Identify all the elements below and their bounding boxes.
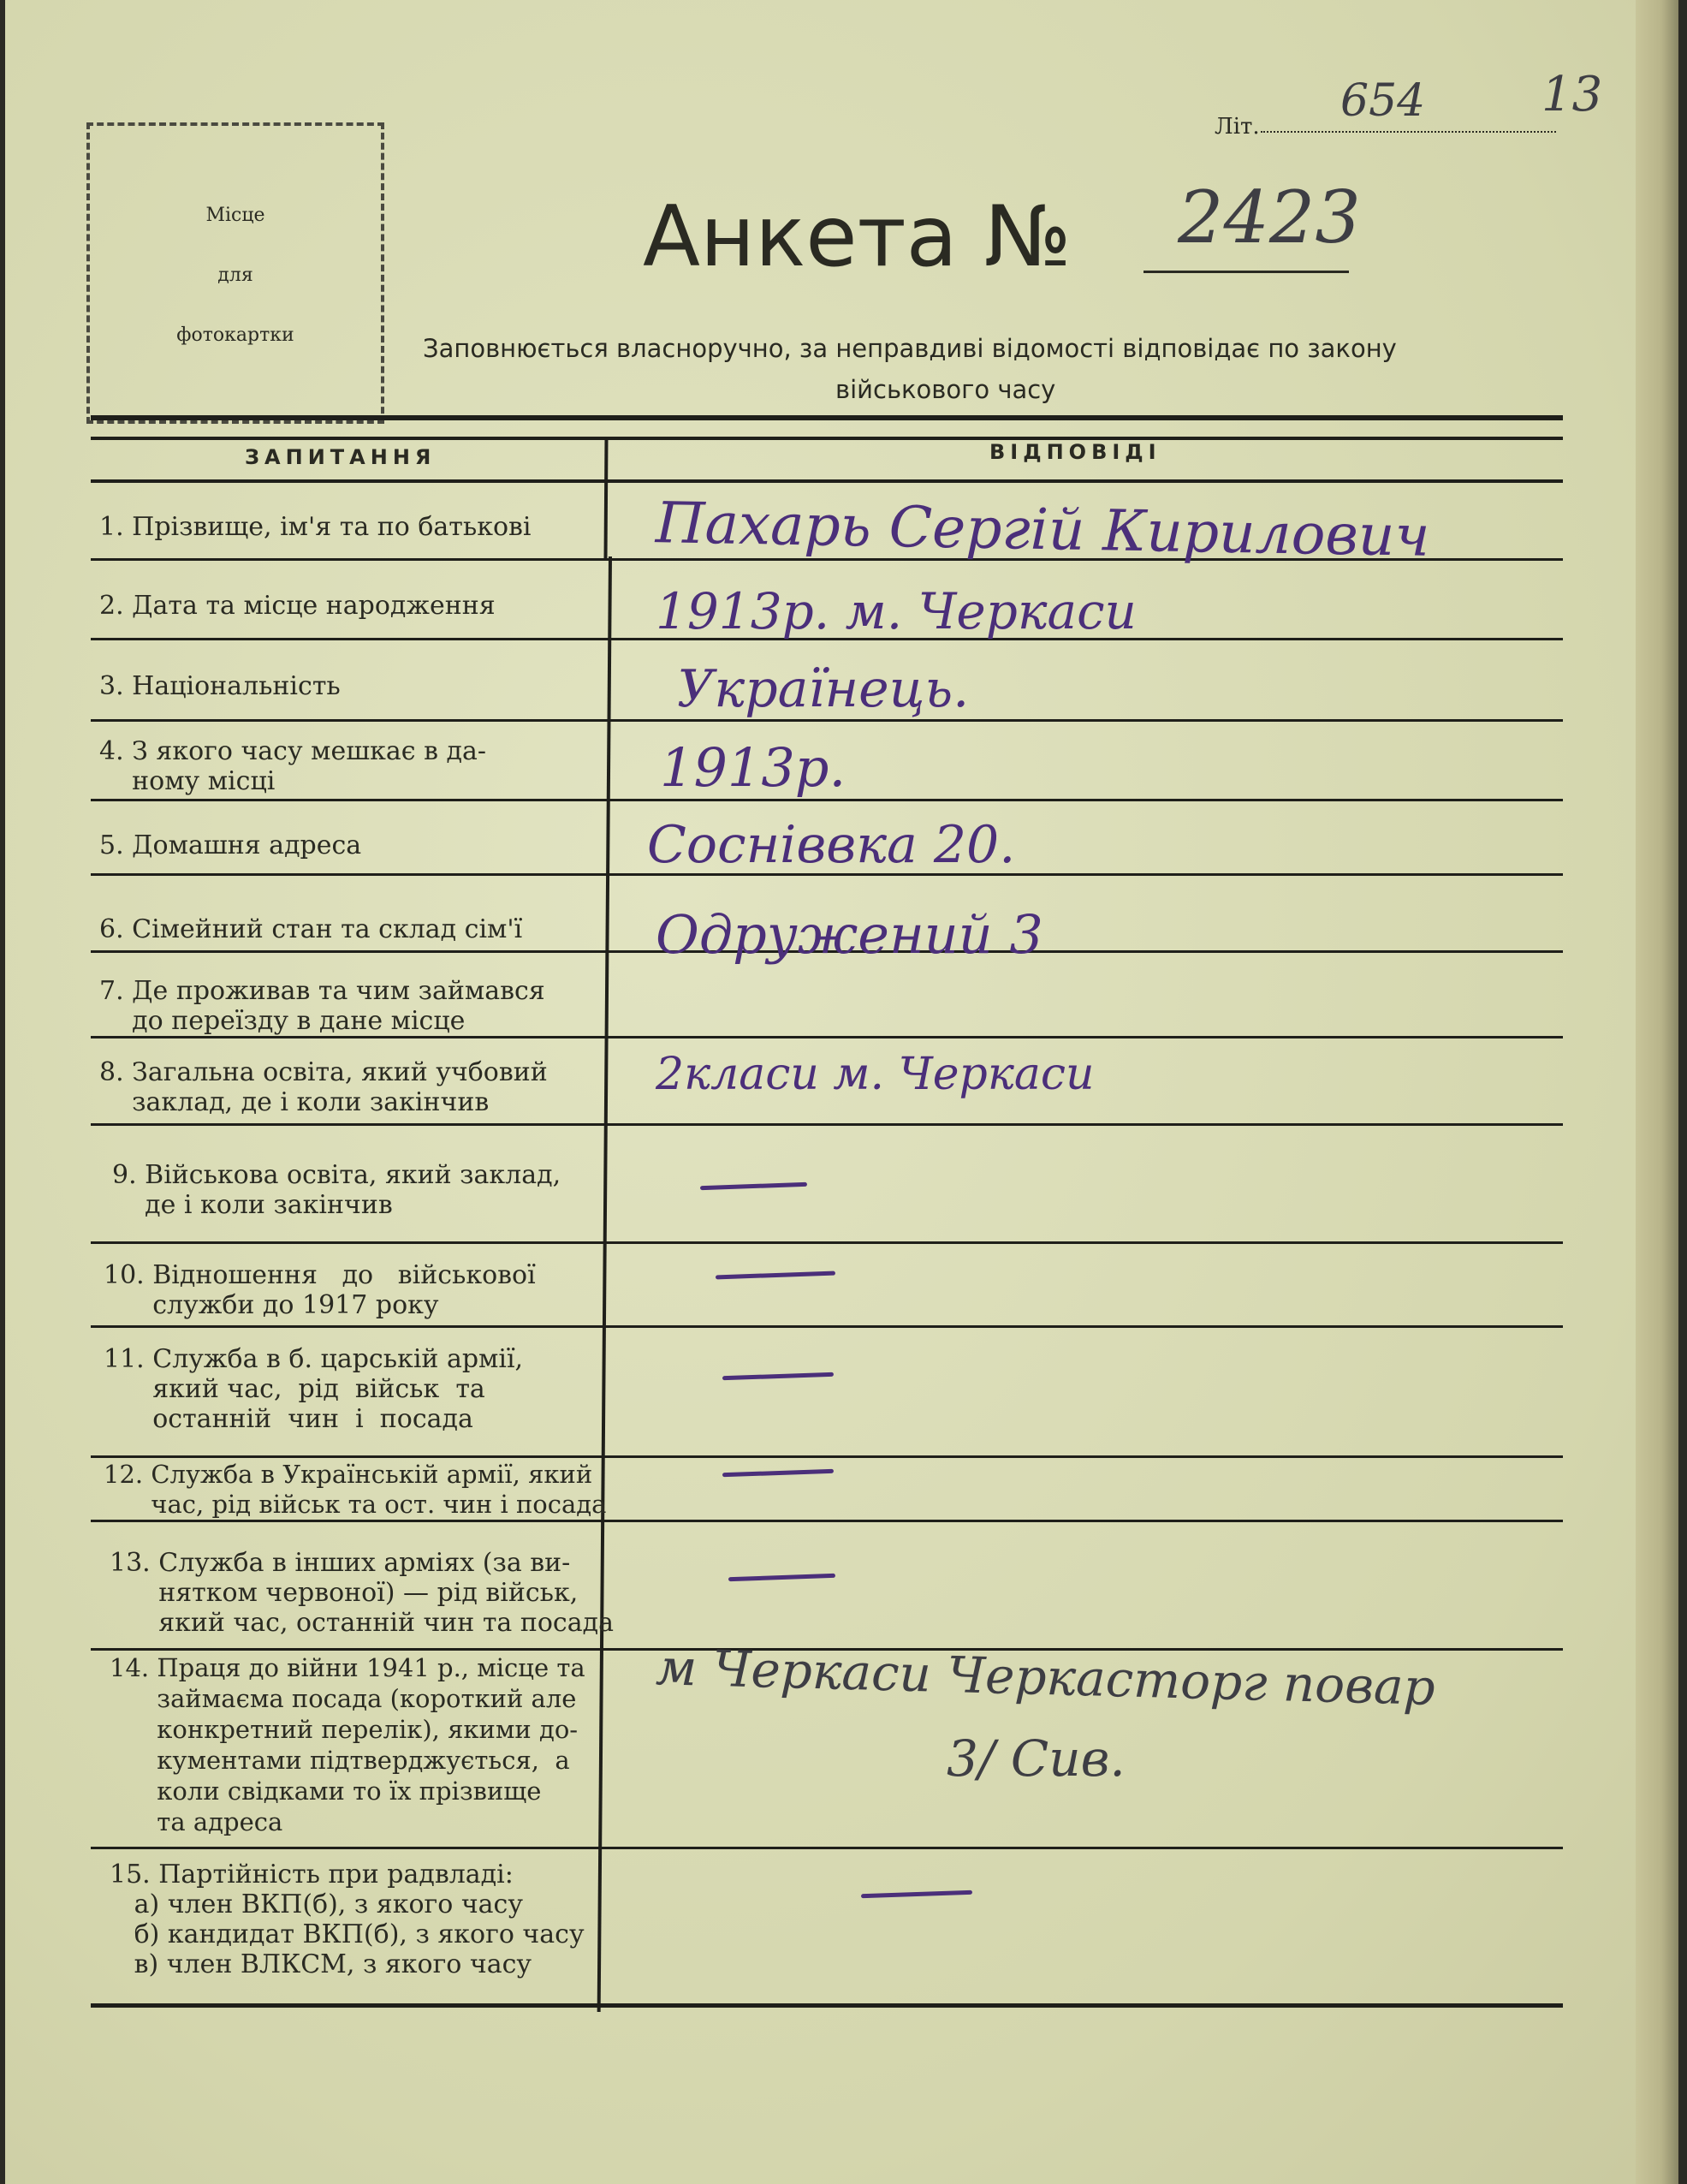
lit-line [1261, 131, 1556, 133]
answer-13-dash [728, 1574, 835, 1581]
answer-education: 2класи м. Черкаси [656, 1049, 1095, 1100]
question-6: 6. Сімейний стан та склад сім'ї [99, 914, 523, 944]
photo-label-3: фотокартки [176, 324, 294, 346]
answer-11-dash [722, 1372, 834, 1381]
question-11: 11. Служба в б. царській армії, який час, рід військ та останній чин і посада [104, 1344, 524, 1434]
document-title: Анкета № [643, 188, 1072, 286]
answer-work-line-2: 3/ Сив. [947, 1729, 1126, 1788]
photo-label-1: Місце [205, 205, 265, 226]
question-2: 2. Дата та місце народження [99, 591, 496, 621]
answer-12-dash [722, 1469, 834, 1478]
question-12: 12. Служба в Українській армії, який час, рід військ та ост. чин і посада [104, 1460, 607, 1519]
answer-15-dash [861, 1890, 972, 1899]
question-3: 3. Національність [99, 671, 341, 701]
row-rule [91, 799, 1563, 801]
lit-value: 654 [1340, 75, 1426, 127]
question-4: 4. З якого часу мешкає в да- ному місці [99, 736, 487, 796]
question-5: 5. Домашня адреса [99, 830, 362, 860]
header-bottom-rule [91, 479, 1563, 483]
row-rule [91, 719, 1563, 722]
page-edge [1636, 0, 1678, 2184]
row-rule [91, 1123, 1563, 1126]
question-7: 7. Де проживав та чим займався до переїзду в дане місце [99, 976, 545, 1036]
row-rule [91, 1847, 1563, 1849]
answer-full-name: Пахарь Сергій Кирилович [655, 490, 1431, 569]
bottom-rule [91, 2003, 1563, 2008]
row-rule [91, 1520, 1563, 1522]
answer-9-dash [700, 1182, 807, 1190]
row-rule [91, 1455, 1563, 1458]
questions-header: ЗАПИТАННЯ [245, 445, 437, 469]
question-14: 14. Праця до війни 1941 р., місце та займаєма посада (короткий але конкретний перелік), якими до- кументами підтверджується, а коли свідками то їх прізвище та адреса [110, 1653, 585, 1836]
question-10: 10. Відношення до військової служби до 1917 року [104, 1260, 536, 1320]
question-9: 9. Військова освіта, який заклад, де і коли закінчив [112, 1160, 561, 1220]
answer-nationality: Українець. [677, 659, 970, 719]
questionnaire-page [5, 0, 1672, 2184]
lit-label: Літ. [1215, 114, 1260, 140]
subtitle-line-1: Заповнюється власноручно, за неправдиві відомості відповідає по закону [423, 334, 1397, 363]
questionnaire-number: 2423 [1178, 176, 1361, 259]
answers-header: ВІДПОВІДІ [989, 440, 1161, 464]
question-1: 1. Прізвище, ім'я та по батькові [99, 512, 532, 542]
answer-birth: 1913р. м. Черкаси [656, 582, 1137, 640]
top-rule [91, 415, 1563, 420]
question-8: 8. Загальна освіта, який учбовий заклад, де і коли закінчив [99, 1057, 548, 1117]
title-number-line [1143, 271, 1349, 273]
row-rule [91, 1036, 1563, 1038]
answer-work-line-1: м Черкаси Черкасторг повар [655, 1638, 1436, 1717]
question-13: 13. Служба в інших арміях (за ви- нятком червоної) — рід військ, який час, останній чин та посада [110, 1548, 614, 1638]
photo-label-2: для [217, 265, 253, 286]
answer-address: Сосніввка 20. [647, 815, 1016, 875]
answer-10-dash [716, 1271, 835, 1280]
row-rule [91, 1241, 1563, 1244]
subtitle-line-2: військового часу [835, 375, 1056, 404]
photo-placeholder [86, 122, 384, 424]
answer-residence-since: 1913р. [660, 736, 846, 799]
sheet-number: 13 [1541, 67, 1603, 122]
row-rule [91, 1325, 1563, 1328]
question-15: 15. Партійність при радвладі: а) член ВКП(б), з якого часу б) кандидат ВКП(б), з якого часу в) член ВЛКСМ, з якого часу [110, 1860, 585, 1979]
answer-family: Одружений 3 [656, 903, 1043, 966]
header-rule [91, 437, 1563, 440]
